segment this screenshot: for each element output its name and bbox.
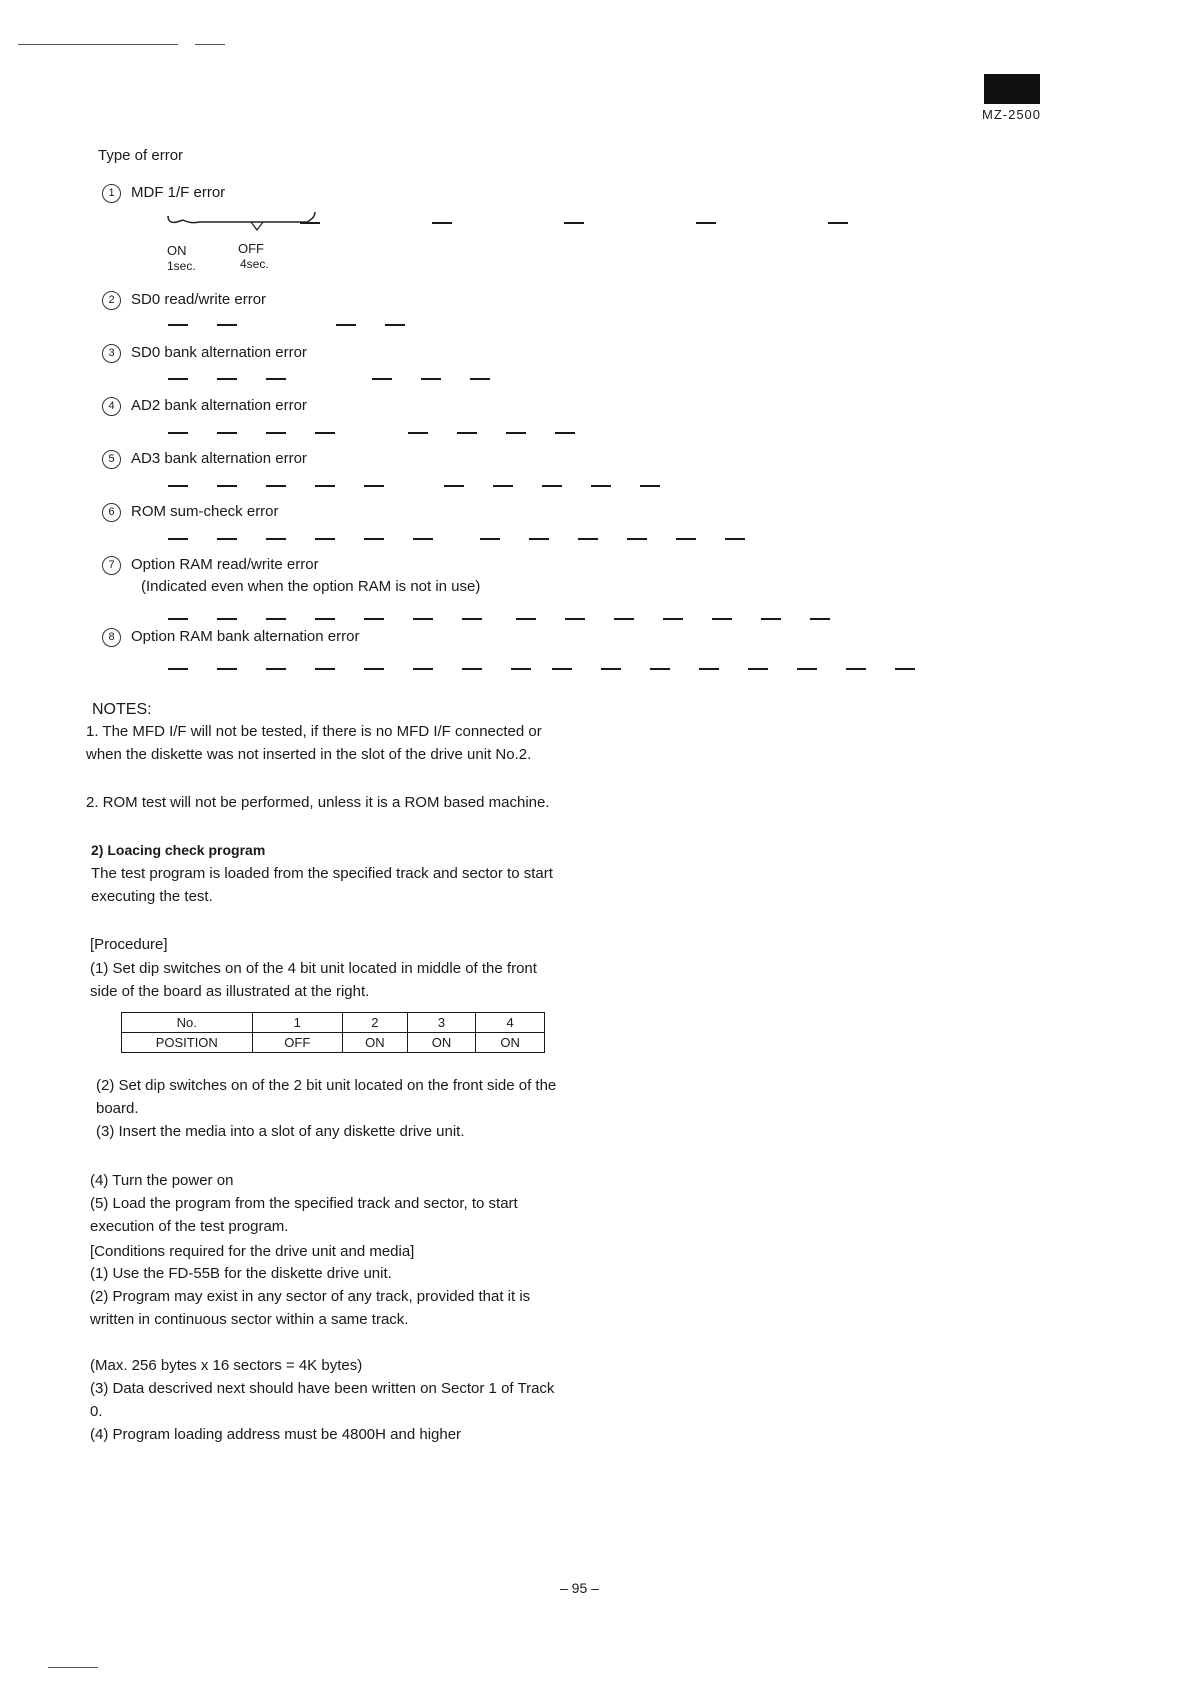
table-cell: POSITION [122,1033,253,1053]
blink-dash [506,432,526,434]
table-cell: ON [407,1033,476,1053]
error-item-7 [102,555,319,575]
table-cell: ON [343,1033,408,1053]
blink-dash [895,668,915,670]
timing-off-duration: 4sec. [240,257,269,271]
error-number-circle: 3 [102,344,121,363]
error-item-4 [102,396,307,416]
table-cell: OFF [252,1033,343,1053]
blink-dash [364,485,384,487]
table-header-row [122,1013,545,1033]
blink-dash [266,485,286,487]
blink-dash [564,222,584,224]
blink-dash [614,618,634,620]
blink-dash [480,538,500,540]
blink-dash [565,618,585,620]
error-item-8 [102,627,359,647]
table-row [122,1033,545,1053]
timing-on: ON [167,243,187,258]
blink-dash [462,618,482,620]
blink-dash [542,485,562,487]
scan-artifact-line [18,44,178,45]
procedure-step-2: (2) Set dip switches on of the 2 bit unit located on the front side of the board. [96,1077,557,1117]
blink-dash [748,668,768,670]
timing-off: OFF [238,241,264,256]
blink-dash [364,618,384,620]
blink-dash [444,485,464,487]
blink-dash [168,324,188,326]
blink-dash [601,668,621,670]
blink-dash [168,378,188,380]
conditions-title: [Conditions required for the drive unit and media] [90,1243,415,1260]
blink-dash [168,485,188,487]
blink-dash [408,432,428,434]
blink-dash [217,668,237,670]
blink-dash [266,432,286,434]
blink-dash [217,324,237,326]
error-label: Option RAM read/write error [131,556,319,573]
blink-dash [266,378,286,380]
error-item-3 [102,343,307,363]
model-label: MZ-2500 [982,107,1042,122]
blink-dash [315,538,335,540]
blink-dash [315,432,335,434]
condition-4: (4) Program loading address must be 4800H and higher [90,1426,462,1443]
blink-dash [217,538,237,540]
blink-dash [810,618,830,620]
procedure-step-1: (1) Set dip switches on of the 4 bit unit located in middle of the front side of the board as illustrated at the right. [90,960,537,1000]
error-label: ROM sum-check error [131,503,279,520]
header-black-tab [984,74,1040,104]
on-off-timing-diagram [165,210,325,240]
error-note: (Indicated even when the option RAM is not in use) [141,578,481,595]
blink-dash [493,485,513,487]
blink-dash [168,668,188,670]
error-label: Option RAM bank alternation error [131,628,360,645]
error-item-2 [102,290,266,310]
blink-dash [413,538,433,540]
condition-2: (2) Program may exist in any sector of any track, provided that it is written in continuous sector within a same track. [90,1288,531,1328]
blink-dash [699,668,719,670]
condition-3: (3) Data descrived next should have been written on Sector 1 of Track 0. [90,1380,555,1420]
blink-dash [168,618,188,620]
blink-dash [761,618,781,620]
error-number-circle: 2 [102,291,121,310]
error-item-6 [102,502,279,522]
blink-dash [846,668,866,670]
blink-dash [462,668,482,670]
blink-dash [266,618,286,620]
blink-dash [627,538,647,540]
note-2: 2. ROM test will not be performed, unless it is a ROM based machine. [86,794,550,811]
blink-dash [266,538,286,540]
blink-dash [650,668,670,670]
blink-dash [413,618,433,620]
error-item-1 [102,183,225,203]
blink-dash [640,485,660,487]
table-cell: 4 [476,1013,545,1033]
section-heading: 2) Loacing check program [91,842,266,858]
page-number: – 95 – [560,1580,599,1596]
error-number-circle: 7 [102,556,121,575]
blink-dash [364,538,384,540]
error-number-circle: 6 [102,503,121,522]
procedure-step-3: (3) Insert the media into a slot of any diskette drive unit. [96,1123,465,1140]
error-item-5 [102,449,307,469]
type-of-error-title: Type of error [98,147,184,164]
blink-dash [217,485,237,487]
blink-dash [797,668,817,670]
blink-dash [336,324,356,326]
blink-dash [385,324,405,326]
procedure-step-4: (4) Turn the power on [90,1172,234,1189]
blink-dash [529,538,549,540]
blink-dash [168,432,188,434]
blink-dash [470,378,490,380]
error-label: MDF 1/F error [131,184,226,201]
blink-dash [364,668,384,670]
error-label: AD2 bank alternation error [131,397,307,414]
condition-max: (Max. 256 bytes x 16 sectors = 4K bytes) [90,1357,363,1374]
table-cell: 1 [252,1013,343,1033]
error-label: SD0 bank alternation error [131,344,307,361]
scan-artifact-line [48,1667,98,1668]
error-label: SD0 read/write error [131,291,267,308]
error-label: AD3 bank alternation error [131,450,307,467]
blink-dash [168,538,188,540]
error-number-circle: 5 [102,450,121,469]
error-number-circle: 4 [102,397,121,416]
table-cell: 2 [343,1013,408,1033]
procedure-step-5: (5) Load the program from the specified track and sector, to start execution of the test program. [90,1195,518,1235]
table-cell: No. [122,1013,253,1033]
blink-dash [511,668,531,670]
blink-dash [696,222,716,224]
condition-1: (1) Use the FD-55B for the diskette drive unit. [90,1265,392,1282]
timing-on-duration: 1sec. [167,259,196,273]
blink-dash [315,618,335,620]
error-number-circle: 1 [102,184,121,203]
blink-dash [315,485,335,487]
blink-dash [217,432,237,434]
blink-dash [315,668,335,670]
table-cell: ON [476,1033,545,1053]
procedure-title: [Procedure] [90,936,168,953]
dip-switch-table [121,1012,545,1053]
notes-title: NOTES: [92,701,152,718]
blink-dash [372,378,392,380]
section-intro: The test program is loaded from the specified track and sector to start executing the test. [91,865,553,905]
blink-dash [217,618,237,620]
blink-dash [591,485,611,487]
blink-dash [516,618,536,620]
note-1: 1. The MFD I/F will not be tested, if there is no MFD I/F connected or when the diskette was not inserted in the slot of the drive unit No.2. [86,723,542,763]
blink-dash [663,618,683,620]
blink-dash [421,378,441,380]
blink-dash [552,668,572,670]
blink-dash [676,538,696,540]
blink-dash [578,538,598,540]
blink-dash [555,432,575,434]
blink-dash [725,538,745,540]
table-cell: 3 [407,1013,476,1033]
blink-dash [413,668,433,670]
blink-dash [712,618,732,620]
scan-artifact-line [195,44,225,45]
error-number-circle: 8 [102,628,121,647]
blink-dash [266,668,286,670]
blink-dash [457,432,477,434]
blink-dash [828,222,848,224]
blink-dash [432,222,452,224]
blink-dash [217,378,237,380]
